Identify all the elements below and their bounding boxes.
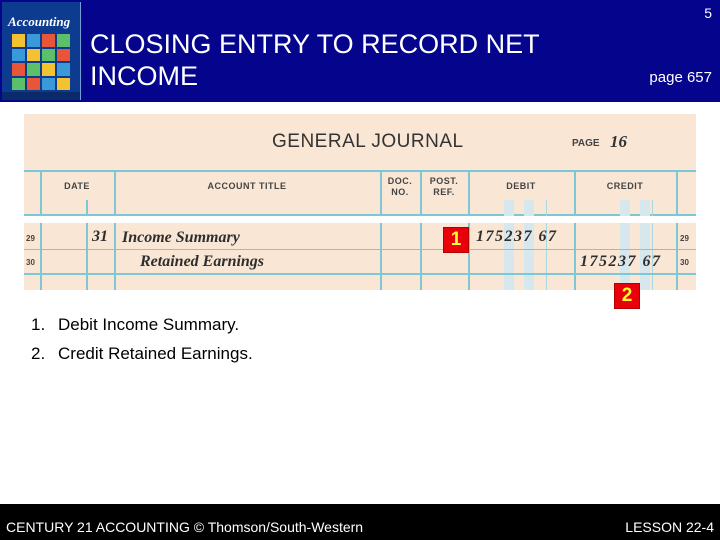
page-reference: page 657: [649, 69, 712, 86]
entry-account-retained-earnings: Retained Earnings: [140, 253, 265, 270]
column-header-doc-no: [380, 176, 420, 198]
column-header-debit: DEBIT: [506, 181, 536, 191]
steps-list: [31, 311, 253, 369]
slide-header: [0, 0, 720, 102]
cents-divider: [652, 200, 653, 290]
textbook-cover-image: [2, 2, 81, 100]
credit-column-stripe: [620, 200, 630, 290]
slide-title-line2: INCOME: [90, 61, 198, 91]
column-header-post-ref: [420, 176, 468, 198]
step-text: Debit Income Summary.: [58, 315, 240, 334]
entry-account-income-summary: Income Summary: [122, 229, 240, 246]
doc-no-line2: NO.: [391, 187, 409, 197]
header-top-rule: [24, 170, 696, 172]
book-cover-title: Accounting: [8, 14, 71, 29]
step-item: [31, 311, 253, 340]
book-cover-pattern: [12, 34, 70, 90]
step-item: [31, 340, 253, 369]
column-divider: [676, 170, 678, 290]
line-number-left: 29: [26, 234, 35, 243]
book-cover-footer: [2, 92, 80, 100]
credit-column-stripe: [640, 200, 650, 290]
entry-date-day: 31: [92, 228, 108, 245]
slide-footer: [0, 504, 720, 540]
footer-copyright: CENTURY 21 ACCOUNTING © Thomson/South-Western: [6, 519, 364, 535]
step-number: 1.: [31, 315, 46, 334]
journal-page-label: PAGE: [572, 138, 600, 149]
column-header-account-title: ACCOUNT TITLE: [207, 181, 287, 191]
journal-title: GENERAL JOURNAL: [272, 131, 464, 152]
post-ref-line1: POST.: [429, 176, 459, 186]
journal-page-number: 16: [610, 132, 627, 151]
step-text: Credit Retained Earnings.: [58, 344, 253, 363]
line-number-left: 30: [26, 258, 35, 267]
entry-credit-amount: 175237 67: [580, 253, 662, 270]
slide-title: [90, 28, 590, 92]
entry-debit-amount: 175237 67: [476, 228, 558, 245]
slide-number: 5: [704, 5, 712, 21]
step-number: 2.: [31, 344, 46, 363]
row-rule: [24, 249, 696, 250]
column-header-credit: CREDIT: [606, 181, 644, 191]
line-number-right: 30: [680, 258, 689, 267]
row-rule: [24, 273, 696, 275]
form-cutaway: [24, 216, 696, 223]
footer-lesson: LESSON 22-4: [625, 519, 714, 535]
callout-badge-1: 1: [443, 227, 469, 253]
line-number-right: 29: [680, 234, 689, 243]
column-header-date: DATE: [64, 181, 90, 191]
callout-badge-2: 2: [614, 283, 640, 309]
doc-no-line1: DOC.: [387, 176, 413, 186]
column-divider: [86, 200, 88, 290]
post-ref-line2: REF.: [433, 187, 455, 197]
general-journal-form: [24, 114, 696, 290]
slide-title-line1: CLOSING ENTRY TO RECORD NET: [90, 29, 540, 59]
